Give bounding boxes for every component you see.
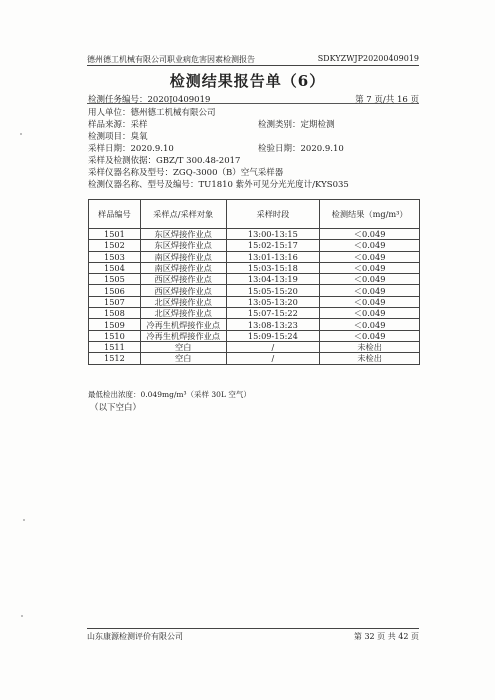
info-source: 样品来源：采样 — [88, 120, 148, 130]
cell-location: 南区焊接作业点 — [140, 262, 226, 273]
table-row — [89, 262, 420, 273]
table-header-row — [89, 200, 420, 229]
table-row — [89, 319, 420, 330]
cell-result: ＜0.049 — [320, 285, 420, 296]
cell-result: ＜0.049 — [320, 251, 420, 262]
header-company-report: 德州德工机械有限公司职业病危害因素检测报告 — [87, 55, 255, 64]
cell-period: 15:03-15:18 — [226, 262, 320, 273]
table-row — [89, 308, 420, 319]
cell-period: 15:09-15:24 — [226, 330, 320, 341]
cell-period: 15:02-15:17 — [226, 240, 320, 251]
scan-speck — [21, 615, 23, 617]
cell-result: 未检出 — [320, 341, 420, 352]
info-category: 检测类别：定期检测 — [258, 120, 335, 130]
info-sample-date: 采样日期：2020.9.10 — [88, 144, 174, 154]
info-basis: 采样及检测依据：GBZ/T 300.48-2017 — [88, 156, 241, 166]
cell-sample-id: 1503 — [89, 251, 141, 262]
page-count: 第 7 页/共 16 页 — [355, 95, 419, 105]
cell-period: / — [226, 341, 320, 352]
detection-limit-note: 最低检出浓度：0.049mg/m³（采样 30L 空气） — [88, 390, 251, 399]
cell-sample-id: 1511 — [89, 341, 141, 352]
cell-sample-id: 1508 — [89, 308, 141, 319]
cell-period: 13:00-13:15 — [226, 229, 320, 240]
cell-result: ＜0.049 — [320, 330, 420, 341]
table-row — [89, 229, 420, 240]
task-divider — [87, 103, 419, 104]
cell-period: 13:01-13:16 — [226, 251, 320, 262]
cell-location: 东区焊接作业点 — [140, 240, 226, 251]
cell-location: 北区焊接作业点 — [140, 296, 226, 307]
scan-speck — [20, 133, 22, 135]
cell-location: 南区焊接作业点 — [140, 251, 226, 262]
cell-period: 15:07-15:22 — [226, 308, 320, 319]
table-row — [89, 353, 420, 364]
cell-sample-id: 1502 — [89, 240, 141, 251]
cell-location: 东区焊接作业点 — [140, 229, 226, 240]
cell-sample-id: 1501 — [89, 229, 141, 240]
table-row — [89, 240, 420, 251]
cell-period: / — [226, 353, 320, 364]
cell-result: ＜0.049 — [320, 308, 420, 319]
info-sampler: 采样仪器名称及型号：ZGQ-3000（B）空气采样器 — [88, 168, 284, 178]
table-row — [89, 330, 420, 341]
task-number: 检测任务编号：2020J0409019 — [88, 95, 211, 105]
cell-result: ＜0.049 — [320, 296, 420, 307]
cell-location: 冷再生机焊接作业点 — [140, 319, 226, 330]
cell-period: 13:05-13:20 — [226, 296, 320, 307]
cell-sample-id: 1506 — [89, 285, 141, 296]
cell-sample-id: 1509 — [89, 319, 141, 330]
cell-sample-id: 1505 — [89, 274, 141, 285]
cell-result: 未检出 — [320, 353, 420, 364]
table-row — [89, 251, 420, 262]
col-header-sample-id: 样品编号 — [89, 200, 141, 229]
info-test-date: 检验日期：2020.9.10 — [258, 144, 344, 154]
info-unit: 用人单位：德州德工机械有限公司 — [88, 108, 216, 118]
cell-period: 13:08-13:23 — [226, 319, 320, 330]
table-row — [89, 274, 420, 285]
table-row — [89, 285, 420, 296]
header-doc-code: SDKYZWJP20200409019 — [317, 54, 419, 63]
col-header-period: 采样时段 — [226, 200, 320, 229]
end-note: （以下空白） — [90, 403, 142, 413]
footer-org: 山东康源检测评价有限公司 — [87, 632, 183, 641]
col-header-location: 采样点/采样对象 — [140, 200, 226, 229]
footer-page: 第 32 页 共 42 页 — [353, 632, 419, 641]
cell-location: 空白 — [140, 353, 226, 364]
cell-location: 冷再生机焊接作业点 — [140, 330, 226, 341]
footer-divider — [87, 628, 419, 629]
cell-result: ＜0.049 — [320, 319, 420, 330]
cell-sample-id: 1510 — [89, 330, 141, 341]
header-divider — [87, 65, 419, 66]
col-header-result: 检测结果（mg/m³） — [320, 200, 420, 229]
cell-location: 西区焊接作业点 — [140, 285, 226, 296]
table-row — [89, 341, 420, 352]
cell-location: 北区焊接作业点 — [140, 308, 226, 319]
table-row — [89, 296, 420, 307]
cell-result: ＜0.049 — [320, 240, 420, 251]
page-title: 检测结果报告单（6） — [169, 72, 326, 90]
cell-result: ＜0.049 — [320, 229, 420, 240]
cell-period: 15:05-15:20 — [226, 285, 320, 296]
results-table — [88, 199, 420, 365]
cell-sample-id: 1507 — [89, 296, 141, 307]
cell-location: 西区焊接作业点 — [140, 274, 226, 285]
cell-result: ＜0.049 — [320, 274, 420, 285]
cell-location: 空白 — [140, 341, 226, 352]
scan-speck — [23, 519, 25, 521]
cell-sample-id: 1504 — [89, 262, 141, 273]
cell-period: 13:04-13:19 — [226, 274, 320, 285]
info-instrument: 检测仪器名称、型号及编号：TU1810 紫外可见分光光度计/KYS035 — [88, 180, 349, 190]
cell-result: ＜0.049 — [320, 262, 420, 273]
cell-sample-id: 1512 — [89, 353, 141, 364]
info-item: 检测项目：臭氧 — [88, 132, 148, 142]
